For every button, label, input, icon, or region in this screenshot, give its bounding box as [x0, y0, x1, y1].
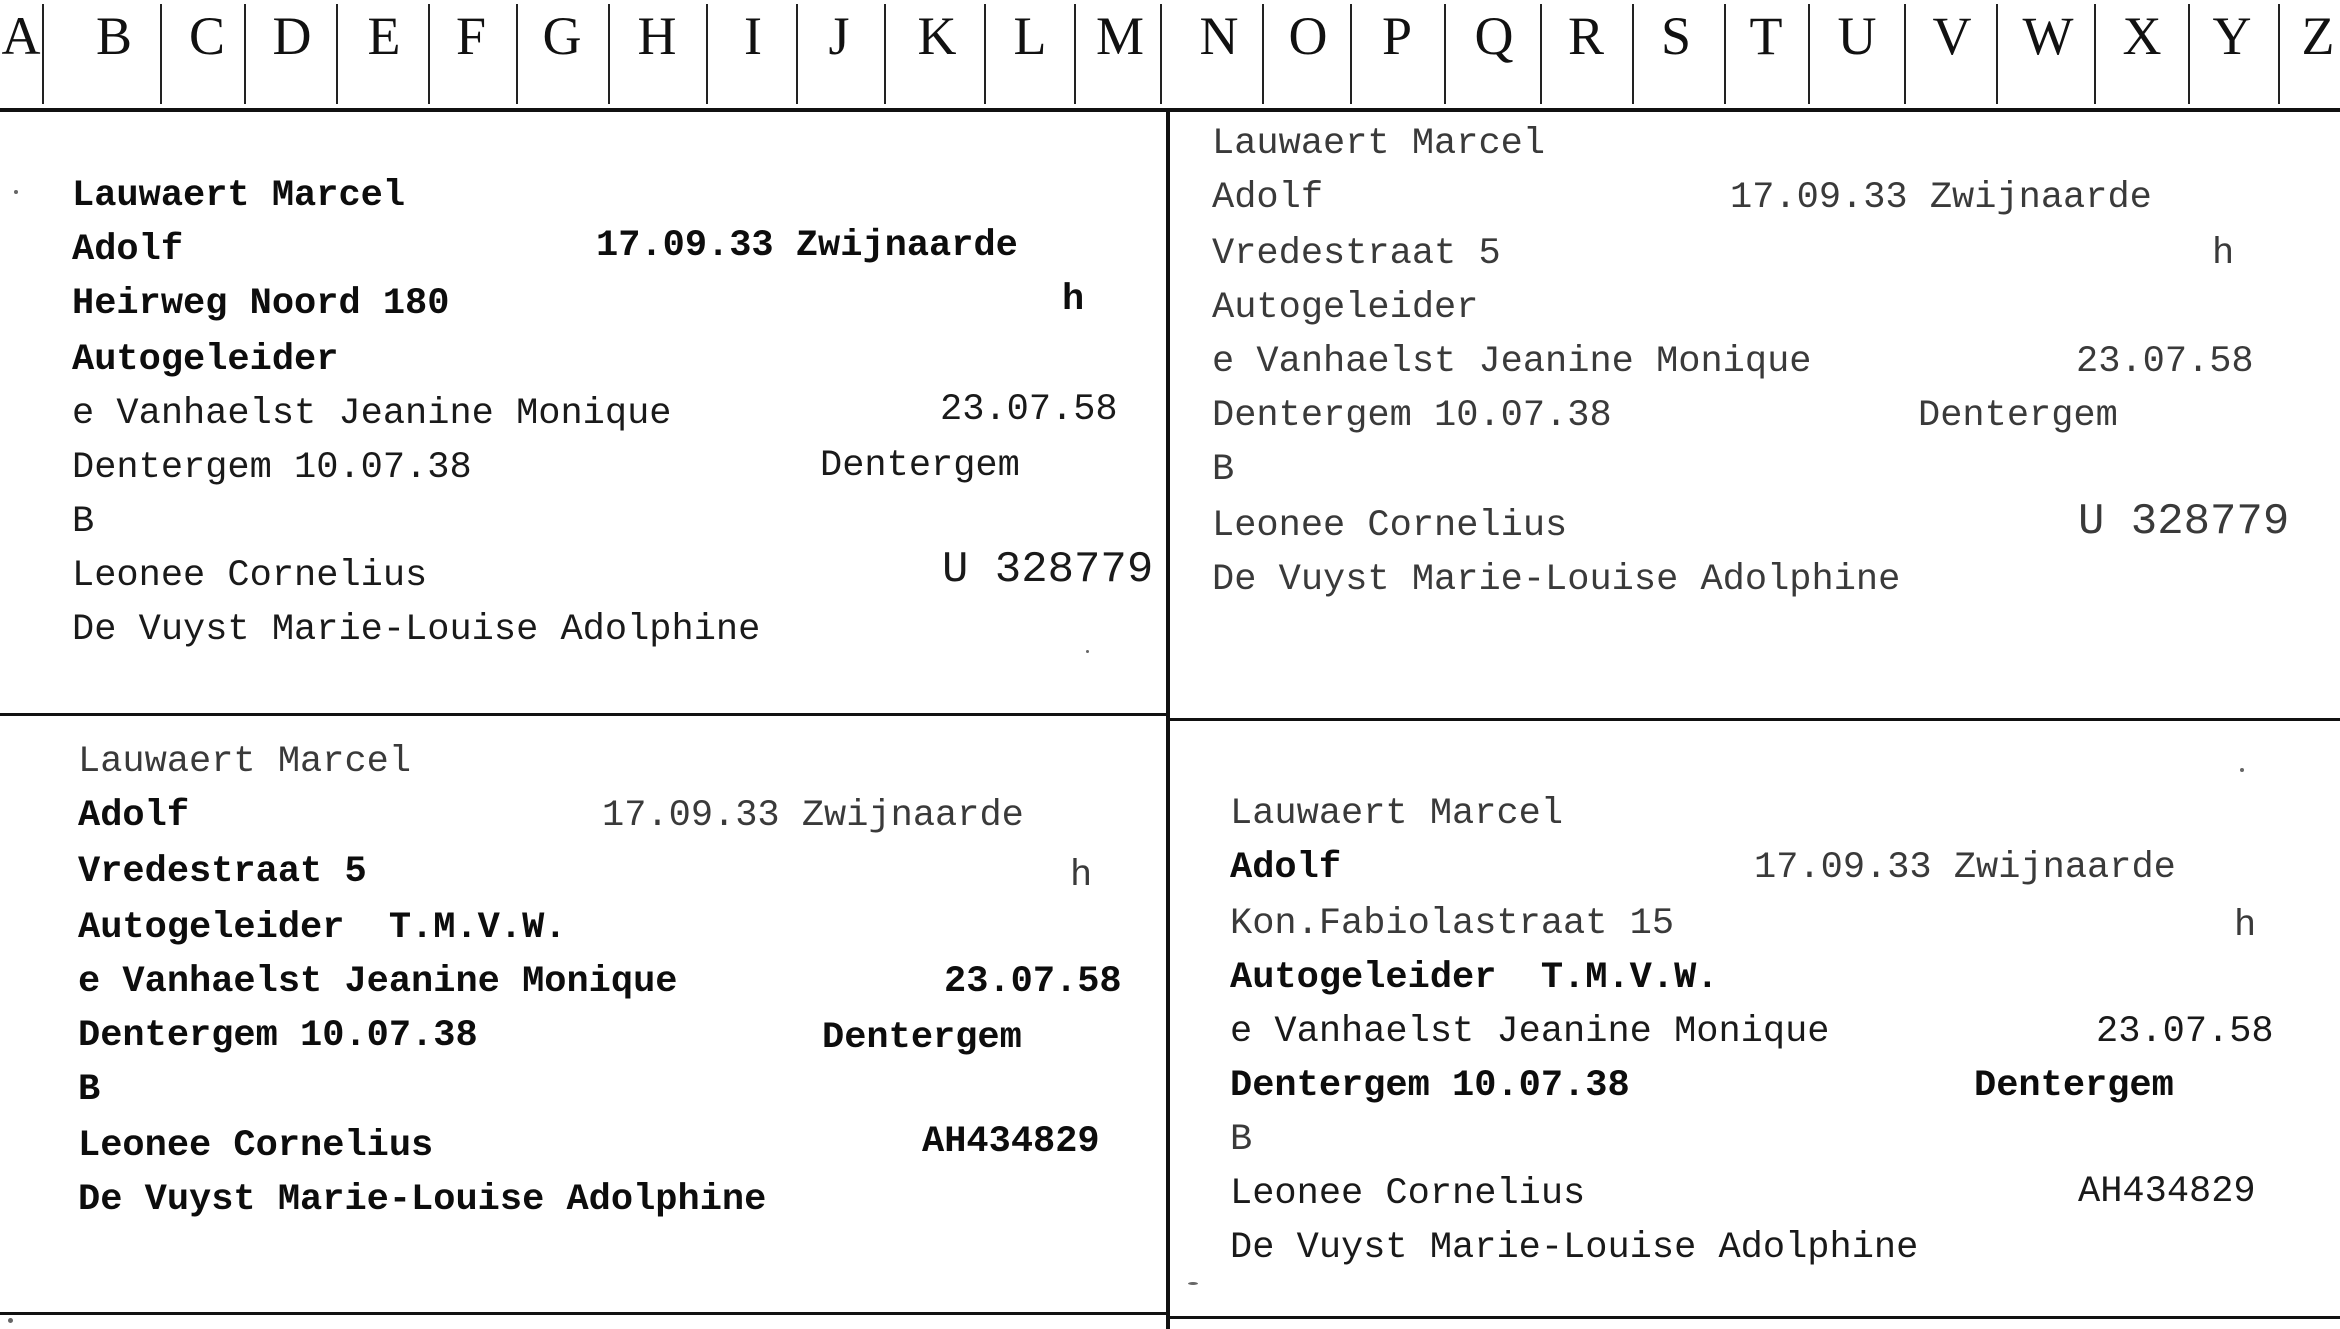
card-given-names: Adolf — [78, 795, 190, 837]
alphabet-letter-v: V — [1932, 6, 1972, 66]
alphabet-letter-e: E — [367, 6, 401, 66]
card-spouse: e Vanhaelst Jeanine Monique — [1230, 1011, 1830, 1053]
alphabet-letter-z: Z — [2301, 6, 2335, 66]
card-divider-horizontal-right — [1170, 718, 2340, 721]
index-separator — [2278, 4, 2280, 104]
alphabet-letter-f: F — [455, 6, 487, 66]
scan-speck — [8, 1318, 13, 1323]
card-name-line: Lauwaert Marcel — [1212, 123, 1546, 165]
index-separator — [1904, 4, 1906, 104]
index-separator — [516, 4, 518, 104]
card-birth-date-place: 17.09.33 Zwijnaarde — [1730, 177, 2152, 219]
index-separator — [1350, 4, 1352, 104]
index-separator — [2188, 4, 2190, 104]
alphabet-letter-w: W — [2022, 6, 2074, 66]
alphabet-letter-s: S — [1660, 6, 1692, 66]
index-card-3 — [78, 736, 1158, 1296]
card-occupation: Autogeleider — [72, 339, 339, 381]
card-mother: De Vuyst Marie-Louise Adolphine — [1212, 559, 1901, 601]
card-birth-date-place: 17.09.33 Zwijnaarde — [1754, 847, 2176, 889]
index-separator — [1724, 4, 1726, 104]
index-separator — [428, 4, 430, 104]
scan-speck — [1086, 650, 1089, 653]
card-name-line: Lauwaert Marcel — [1230, 793, 1564, 835]
index-separator — [1632, 4, 1634, 104]
card-spouse-birth: Dentergem 10.07.38 — [1212, 395, 1612, 437]
alphabet-letter-c: C — [188, 6, 226, 66]
card-marriage-date: 23.07.58 — [2076, 341, 2254, 383]
index-separator — [160, 4, 162, 104]
card-father: Leonee Cornelius — [78, 1125, 434, 1167]
card-given-names: Adolf — [1230, 847, 1342, 889]
card-birth-date-place: 17.09.33 Zwijnaarde — [596, 225, 1018, 267]
alphabet-letter-b: B — [95, 6, 133, 66]
index-separator — [336, 4, 338, 104]
card-spouse-birth: Dentergem 10.07.38 — [78, 1015, 478, 1057]
alphabet-letter-h: H — [637, 6, 677, 66]
card-bottom-edge-left — [0, 1312, 1168, 1315]
card-marriage-date: 23.07.58 — [944, 961, 1122, 1003]
card-address: Vredestraat 5 — [1212, 233, 1501, 275]
card-spouse-birth: Dentergem 10.07.38 — [72, 447, 472, 489]
alphabet-index-strip — [0, 0, 2340, 112]
card-spouse: e Vanhaelst Jeanine Monique — [78, 961, 678, 1003]
index-separator — [1074, 4, 1076, 104]
index-card-2 — [1212, 118, 2322, 638]
alphabet-letter-t: T — [1749, 6, 1783, 66]
index-strip-rule — [0, 108, 2340, 112]
card-marriage-date: 23.07.58 — [2096, 1011, 2274, 1053]
index-separator — [1540, 4, 1542, 104]
index-separator — [2094, 4, 2096, 104]
alphabet-letter-k: K — [917, 6, 957, 66]
alphabet-letter-a: A — [1, 6, 41, 66]
alphabet-letter-r: R — [1567, 6, 1605, 66]
scan-speck — [1188, 1282, 1198, 1285]
index-separator — [1808, 4, 1810, 104]
scan-speck — [2240, 768, 2244, 772]
index-separator — [984, 4, 986, 104]
alphabet-letter-p: P — [1381, 6, 1413, 66]
card-status-code: B — [1212, 449, 1235, 491]
card-divider-horizontal-left — [0, 713, 1168, 716]
alphabet-letter-u: U — [1837, 6, 1877, 66]
index-separator — [608, 4, 610, 104]
card-spouse: e Vanhaelst Jeanine Monique — [72, 393, 672, 435]
index-separator — [796, 4, 798, 104]
index-separator — [1444, 4, 1446, 104]
card-mother: De Vuyst Marie-Louise Adolphine — [1230, 1227, 1919, 1269]
card-father: Leonee Cornelius — [72, 555, 428, 597]
alphabet-letter-n: N — [1199, 6, 1239, 66]
card-spouse-birth: Dentergem 10.07.38 — [1230, 1065, 1630, 1107]
card-mother: De Vuyst Marie-Louise Adolphine — [78, 1179, 767, 1221]
card-name-line: Lauwaert Marcel — [72, 175, 406, 217]
card-given-names: Adolf — [1212, 177, 1324, 219]
alphabet-letter-j: J — [828, 6, 850, 66]
card-id-number: U 328779 — [942, 545, 1154, 595]
card-marriage-place: Dentergem — [820, 445, 1020, 487]
scan-speck — [14, 190, 18, 194]
alphabet-letter-i: I — [744, 6, 762, 66]
alphabet-letter-x: X — [2122, 6, 2162, 66]
card-address: Heirweg Noord 180 — [72, 283, 450, 325]
card-status-code: B — [1230, 1119, 1253, 1161]
card-spouse: e Vanhaelst Jeanine Monique — [1212, 341, 1812, 383]
card-id-number: AH434829 — [2078, 1171, 2256, 1213]
index-separator — [1262, 4, 1264, 104]
alphabet-letter-o: O — [1288, 6, 1328, 66]
alphabet-letter-m: M — [1095, 6, 1144, 66]
card-sex-marker: h — [1070, 855, 1093, 897]
card-sex-marker: h — [2212, 233, 2235, 275]
index-card-4 — [1230, 788, 2330, 1308]
card-mother: De Vuyst Marie-Louise Adolphine — [72, 609, 761, 651]
alphabet-letter-y: Y — [2212, 6, 2252, 66]
card-sex-marker: h — [1062, 279, 1085, 321]
card-birth-date-place: 17.09.33 Zwijnaarde — [602, 795, 1024, 837]
card-occupation: Autogeleider T.M.V.W. — [1230, 957, 1719, 999]
card-marriage-place: Dentergem — [1918, 395, 2118, 437]
card-marriage-place: Dentergem — [822, 1017, 1022, 1059]
index-separator — [884, 4, 886, 104]
alphabet-letter-q: Q — [1474, 6, 1514, 66]
card-sex-marker: h — [2234, 905, 2257, 947]
card-given-names: Adolf — [72, 229, 184, 271]
card-name-line: Lauwaert Marcel — [78, 741, 412, 783]
card-marriage-place: Dentergem — [1974, 1065, 2174, 1107]
card-father: Leonee Cornelius — [1230, 1173, 1586, 1215]
card-occupation: Autogeleider — [1212, 287, 1479, 329]
card-id-number: U 328779 — [2078, 497, 2290, 547]
card-status-code: B — [78, 1069, 101, 1111]
card-status-code: B — [72, 501, 95, 543]
index-card-1 — [72, 170, 1152, 690]
card-address: Vredestraat 5 — [78, 851, 367, 893]
card-address: Kon.Fabiolastraat 15 — [1230, 903, 1675, 945]
card-father: Leonee Cornelius — [1212, 505, 1568, 547]
alphabet-letter-g: G — [542, 6, 582, 66]
card-occupation: Autogeleider T.M.V.W. — [78, 907, 567, 949]
index-separator — [42, 4, 44, 104]
card-id-number: AH434829 — [922, 1121, 1100, 1163]
index-separator — [1996, 4, 1998, 104]
alphabet-letter-l: L — [1013, 6, 1047, 66]
alphabet-letter-d: D — [272, 6, 312, 66]
card-marriage-date: 23.07.58 — [940, 389, 1118, 431]
card-bottom-edge-right — [1170, 1316, 2340, 1319]
index-separator — [1160, 4, 1162, 104]
index-separator — [244, 4, 246, 104]
index-separator — [706, 4, 708, 104]
